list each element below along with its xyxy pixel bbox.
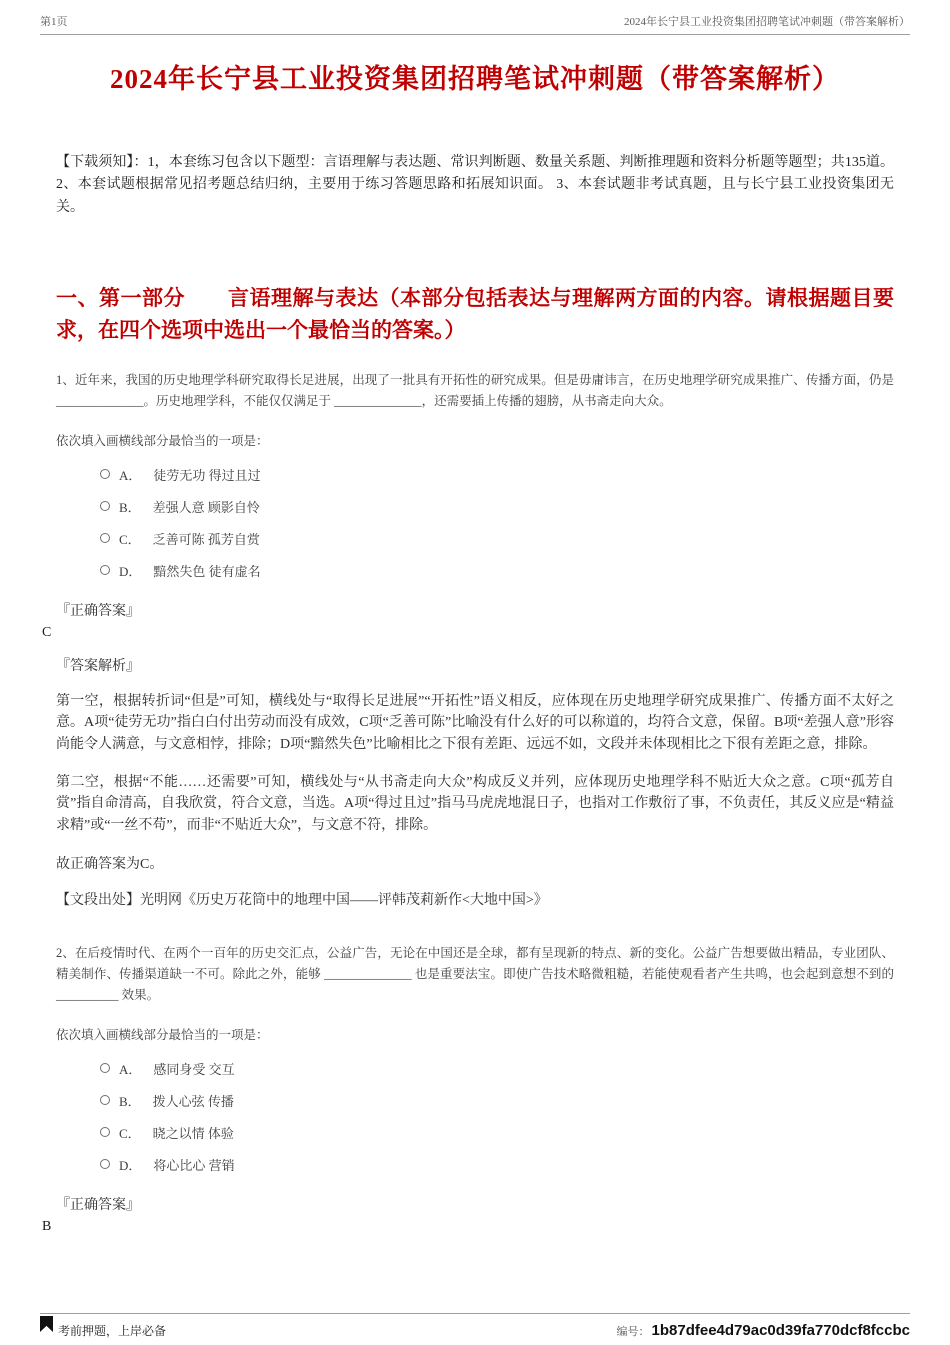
option-radio[interactable]	[100, 533, 110, 543]
option-letter: A．	[119, 467, 142, 483]
correct-answer-label: 『正确答案』	[56, 1197, 140, 1213]
passage-source: 【文段出处】光明网《历史万花筒中的地理中国——评韩茂莉新作<大地中国>》	[56, 892, 548, 908]
analysis-paragraph: 第二空，根据“不能……还需要”可知，横线处与“从书斋走向大众”构成反义并列，应体现历史地理学科不贴近大众之意。C项“孤芳自赏”指自命清高，自我欣赏，符合文意，当选。A项“得过且过”指马马虎虎地混日子，也指对工作敷衍了事，不负责任，其反义应是“精益求精”或“一丝不苟”，而非“不贴近大众”，与文意不符，排除。	[56, 774, 894, 834]
option-row-c[interactable]	[100, 1123, 894, 1142]
option-radio[interactable]	[100, 565, 110, 575]
header-page-number: 第1页	[40, 16, 68, 28]
section-heading: 一、第一部分 言语理解与表达（本部分包括表达与理解两方面的内容。请根据题目要求，在四个选项中选出一个最恰当的答案。）	[56, 286, 894, 342]
option-row-b[interactable]	[100, 497, 894, 516]
option-row-d[interactable]	[100, 1155, 894, 1174]
question-block-1	[42, 370, 894, 909]
answer-conclusion: 故正确答案为C。	[56, 856, 164, 872]
option-letter: D．	[119, 563, 142, 579]
option-text: 乏善可陈 孤芳自赏	[152, 531, 260, 547]
option-text: 差强人意 顾影自怜	[152, 499, 260, 515]
option-radio[interactable]	[100, 501, 110, 511]
option-text: 晓之以情 体验	[152, 1125, 234, 1141]
option-row-c[interactable]	[100, 529, 894, 548]
correct-answer-value: B	[42, 1218, 52, 1234]
download-notice: 【下载须知】：1，本套练习包含以下题型：言语理解与表达题、常识判断题、数量关系题、判断推理题和资料分析题等题型；共135道。 2、本套试题根据常见招考题总结归纳，主要用于练习答题思路和拓展知识面。 3、本套试题非考试真题，且与长宁县工业投资集团无关。	[56, 155, 894, 215]
page-footer	[40, 1313, 910, 1339]
footer-slogan: 考前押题，上岸必备	[58, 1324, 167, 1338]
option-row-a[interactable]	[100, 465, 894, 484]
option-text: 拨人心弦 传播	[152, 1093, 234, 1109]
correct-answer-value: C	[42, 624, 52, 640]
page-header	[40, 0, 910, 35]
option-letter: C．	[119, 1125, 141, 1141]
option-letter: A．	[119, 1061, 142, 1077]
option-row-d[interactable]	[100, 561, 894, 580]
option-letter: B．	[119, 1093, 141, 1109]
option-row-b[interactable]	[100, 1091, 894, 1110]
footer-right	[617, 1322, 911, 1339]
bookmark-icon	[40, 1316, 53, 1332]
option-list	[56, 465, 894, 580]
question-prompt: 依次填入画横线部分最恰当的一项是：	[56, 1027, 269, 1042]
correct-answer-label: 『正确答案』	[56, 603, 140, 619]
question-prompt: 依次填入画横线部分最恰当的一项是：	[56, 433, 269, 448]
option-radio[interactable]	[100, 1127, 110, 1137]
footer-number-label: 编号：	[616, 1326, 650, 1338]
question-stem: 1、近年来，我国的历史地理学科研究取得长足进展，出现了一批具有开拓性的研究成果。但是毋庸讳言，在历史地理学研究成果推广、传播方面，仍是 ______________。历史地理学科，不能仅仅满足于 ______________，还需要插上传播的翅膀，从书斋走向大众。	[56, 373, 894, 409]
question-stem: 2、在后疫情时代、在两个一百年的历史交汇点，公益广告，无论在中国还是全球，都有呈现新的特点、新的变化。公益广告想要做出精品，专业团队、精美制作、传播渠道缺一不可。除此之外，能够 ______________ 也是重要法宝。即使广告技术略微粗糙，若能使观看者产生共鸣，也会起到意想不到的 __________ 效果。	[56, 945, 894, 1003]
footer-number-value: 1b87dfee4d79ac0d39fa770dcf8fccbc	[651, 1322, 910, 1339]
option-radio[interactable]	[100, 469, 110, 479]
analysis-label: 『答案解析』	[56, 658, 140, 674]
header-doc-title: 2024年长宁县工业投资集团招聘笔试冲刺题（带答案解析）	[624, 16, 910, 28]
doc-title: 2024年长宁县工业投资集团招聘笔试冲刺题（带答案解析）	[110, 64, 840, 94]
option-letter: C．	[119, 531, 141, 547]
footer-left	[40, 1319, 166, 1339]
option-text: 将心比心 营销	[153, 1157, 235, 1173]
option-text: 感同身受 交互	[153, 1061, 235, 1077]
option-text: 黯然失色 徒有虚名	[153, 563, 261, 579]
option-radio[interactable]	[100, 1159, 110, 1169]
option-row-a[interactable]	[100, 1059, 894, 1078]
analysis-paragraph: 第一空，根据转折词“但是”可知，横线处与“取得长足进展”“开拓性”语义相反，应体现在历史地理学研究成果推广、传播方面不太好之意。A项“徒劳无功”指白白付出劳动而没有成效，C项“乏善可陈”比喻没有什么好的可以称道的，均符合文意，保留。B项“差强人意”形容尚能令人满意，与文意相悖，排除；D项“黯然失色”比喻相比之下很有差距、远远不如，文段并未体现相比之下很有差距之意，排除。	[56, 693, 894, 753]
option-radio[interactable]	[100, 1095, 110, 1105]
question-block-2	[42, 943, 894, 1235]
option-radio[interactable]	[100, 1063, 110, 1073]
option-list	[56, 1059, 894, 1174]
option-letter: B．	[119, 499, 141, 515]
option-letter: D．	[119, 1157, 142, 1173]
option-text: 徒劳无功 得过且过	[153, 467, 261, 483]
